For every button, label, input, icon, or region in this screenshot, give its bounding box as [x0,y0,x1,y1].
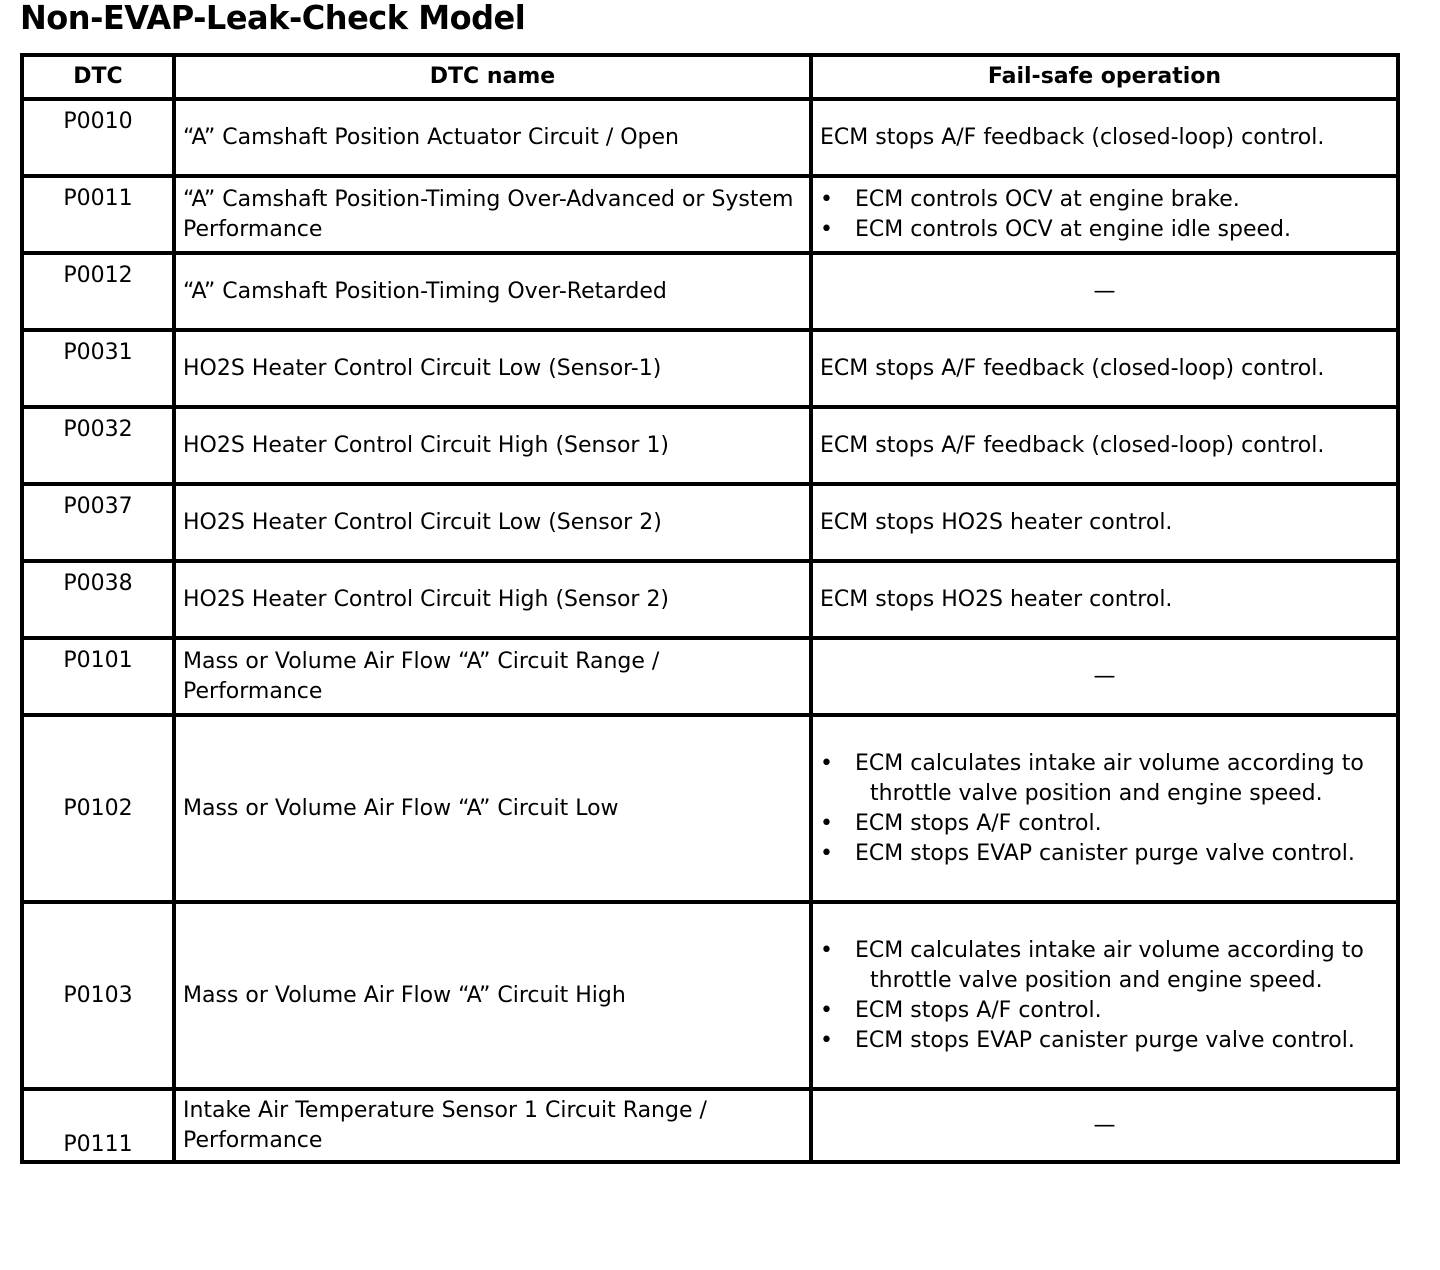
fail-safe-operation: ECM stops A/F feedback (closed-loop) control. [811,407,1398,484]
bullet-icon: • [820,840,833,866]
dtc-code: P0037 [22,484,174,561]
bullet-icon: • [820,750,833,776]
fail-safe-operation: ECM stops HO2S heater control. [811,561,1398,638]
fail-safe-operation: ECM stops HO2S heater control. [811,484,1398,561]
dtc-code: P0011 [22,176,174,253]
fail-safe-text: ECM controls OCV at engine idle speed. [855,216,1291,242]
dtc-name: Mass or Volume Air Flow “A” Circuit Range / Performance [174,638,811,715]
header-dtc-name: DTC name [174,55,811,99]
bullet-icon: • [820,1027,833,1053]
fail-safe-operation [811,176,1398,253]
fail-safe-list [820,185,1389,245]
table-row [22,484,1398,561]
dtc-name: Intake Air Temperature Sensor 1 Circuit Range / Performance [174,1089,811,1162]
fail-safe-text: ECM stops EVAP canister purge valve control. [855,1027,1355,1053]
header-row [22,55,1398,99]
fail-safe-text: ECM calculates intake air volume according to throttle valve position and engine speed. [855,750,1364,806]
table-row [22,638,1398,715]
fail-safe-text: ECM controls OCV at engine brake. [855,186,1240,212]
dtc-name: HO2S Heater Control Circuit High (Sensor 1) [174,407,811,484]
fail-safe-operation [811,715,1398,902]
fail-safe-text: ECM stops EVAP canister purge valve control. [855,840,1355,866]
bullet-icon: • [820,937,833,963]
dtc-code: P0103 [22,902,174,1089]
fail-safe-list-item [820,839,1389,869]
fail-safe-operation: ECM stops A/F feedback (closed-loop) control. [811,330,1398,407]
fail-safe-operation [811,902,1398,1089]
header-dtc: DTC [22,55,174,99]
table-row [22,902,1398,1089]
dtc-name: HO2S Heater Control Circuit Low (Sensor 2) [174,484,811,561]
header-fail-safe: Fail-safe operation [811,55,1398,99]
dtc-code: P0031 [22,330,174,407]
fail-safe-text: ECM stops A/F control. [855,997,1102,1023]
fail-safe-operation: — [811,1089,1398,1162]
dtc-code: P0032 [22,407,174,484]
fail-safe-operation: — [811,253,1398,330]
bullet-icon: • [820,810,833,836]
dtc-code: P0102 [22,715,174,902]
fail-safe-list [820,936,1389,1056]
fail-safe-list-item [820,936,1389,996]
fail-safe-list [820,749,1389,869]
bullet-icon: • [820,997,833,1023]
table-row [22,407,1398,484]
table-row [22,330,1398,407]
fail-safe-list-item [820,185,1389,215]
table-row [22,176,1398,253]
table-row [22,99,1398,176]
dtc-code: P0111 [22,1089,174,1162]
fail-safe-list-item [820,809,1389,839]
fail-safe-list-item [820,215,1389,245]
fail-safe-operation: — [811,638,1398,715]
dtc-name: Mass or Volume Air Flow “A” Circuit Low [174,715,811,902]
table-row [22,1089,1398,1162]
fail-safe-operation: ECM stops A/F feedback (closed-loop) control. [811,99,1398,176]
dtc-name: Mass or Volume Air Flow “A” Circuit High [174,902,811,1089]
dtc-code: P0038 [22,561,174,638]
bullet-icon: • [820,186,833,212]
fail-safe-text: ECM calculates intake air volume according to throttle valve position and engine speed. [855,937,1364,993]
fail-safe-list-item [820,1026,1389,1056]
dtc-table [20,53,1400,1164]
page-title: Non-EVAP-Leak-Check Model [20,0,526,37]
table-row [22,253,1398,330]
dtc-code: P0010 [22,99,174,176]
dtc-name: “A” Camshaft Position-Timing Over-Retarded [174,253,811,330]
table-row [22,561,1398,638]
dtc-code: P0101 [22,638,174,715]
dtc-code: P0012 [22,253,174,330]
fail-safe-text: ECM stops A/F control. [855,810,1102,836]
fail-safe-list-item [820,749,1389,809]
table-row [22,715,1398,902]
dtc-name: “A” Camshaft Position-Timing Over-Advanced or System Performance [174,176,811,253]
bullet-icon: • [820,216,833,242]
dtc-name: HO2S Heater Control Circuit High (Sensor 2) [174,561,811,638]
dtc-name: HO2S Heater Control Circuit Low (Sensor-1) [174,330,811,407]
dtc-name: “A” Camshaft Position Actuator Circuit / Open [174,99,811,176]
fail-safe-list-item [820,996,1389,1026]
